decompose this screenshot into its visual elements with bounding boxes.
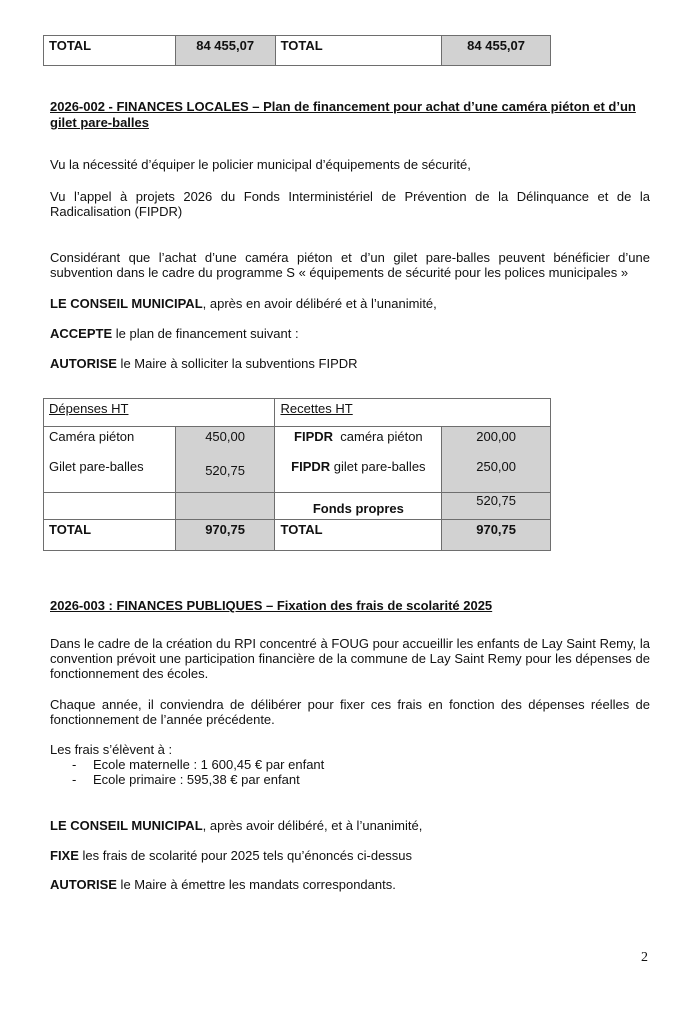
council-text: , après avoir délibéré, et à l’unanimité, [202, 818, 423, 833]
top-total-left-label: TOTAL [44, 36, 176, 66]
depense-value-gilet: 520,75 [205, 463, 245, 478]
recette-item-fonds-propres: Fonds propres [275, 493, 442, 520]
total-depenses-label: TOTAL [44, 520, 176, 551]
autorise-text: le Maire à solliciter la subventions FIPDR [116, 356, 358, 371]
recette-item-fipdr-camera [280, 429, 436, 444]
total-recettes-value: 970,75 [442, 520, 551, 551]
section-002-para-necessite: Vu la nécessité d’équiper le policier municipal d’équipements de sécurité, [50, 157, 471, 172]
council-label: LE CONSEIL MUNICIPAL [50, 296, 203, 311]
page-number: 2 [641, 950, 648, 965]
autorise-label: AUTORISE [50, 877, 117, 892]
bullet-dash: - [72, 772, 77, 787]
header-depenses-label: Dépenses HT [49, 401, 129, 416]
bullet-dash: - [72, 757, 77, 772]
recette-gilet-text: gilet pare-balles [330, 459, 426, 474]
recette-item-fipdr-gilet [280, 459, 436, 474]
council-text: , après en avoir délibéré et à l’unanimité, [202, 296, 437, 311]
top-total-left-value: 84 455,07 [175, 36, 275, 66]
depenses-values [175, 427, 275, 493]
depense-value-camera: 450,00 [205, 429, 245, 444]
depense-item-gilet: Gilet pare-balles [49, 459, 144, 474]
top-total-right-label: TOTAL [275, 36, 442, 66]
section-002-heading-line2: gilet pare-balles [50, 115, 149, 130]
fee-primaire-text: Ecole primaire : 595,38 € par enfant [93, 772, 300, 787]
section-002-heading [50, 99, 650, 131]
section-002-para-considerant: Considérant que l’achat d’une caméra piéton et d’un gilet pare-balles peuvent bénéficier d’une subvention dans le cadre du programme S « équipements de sécurité pour les polices municipales » [50, 250, 650, 280]
empty-cell [44, 493, 176, 520]
fees-list [72, 757, 632, 787]
recette-value-fonds-propres: 520,75 [442, 493, 551, 520]
section-003-council [50, 818, 650, 833]
top-total-table [43, 35, 551, 66]
fee-item-primaire [72, 772, 632, 787]
recette-camera-text: caméra piéton [333, 429, 423, 444]
section-002-para-appel: Vu l’appel à projets 2026 du Fonds Interministériel de Prévention de la Délinquance et de la Radicalisation (FIPDR) [50, 189, 650, 219]
fees-intro: Les frais s’élèvent à : [50, 742, 173, 757]
fixe-text: les frais de scolarité pour 2025 tels qu’énoncés ci-dessus [78, 848, 413, 863]
header-depenses [44, 399, 275, 427]
section-002-heading-line1: 2026-002 - FINANCES LOCALES – Plan de financement pour achat d’une caméra piéton et d’un [50, 99, 636, 114]
depense-item-camera: Caméra piéton [49, 429, 135, 444]
accepte-label: ACCEPTE [50, 326, 113, 341]
total-recettes-label: TOTAL [275, 520, 442, 551]
section-003-autorise [50, 877, 650, 892]
recettes-values [442, 427, 551, 493]
section-003-para-chaque-annee: Chaque année, il conviendra de délibérer pour fixer ces frais en fonction des dépenses réelles de fonctionnement de l’année précédente. [50, 697, 650, 727]
fixe-label: FIXE [50, 848, 79, 863]
section-002-accepte [50, 326, 650, 341]
section-003-heading: 2026-003 : FINANCES PUBLIQUES – Fixation des frais de scolarité 2025 [50, 598, 493, 613]
header-recettes [275, 399, 551, 427]
header-recettes-label: Recettes HT [280, 401, 353, 416]
section-002-autorise [50, 356, 650, 371]
autorise-text: le Maire à émettre les mandats correspondants. [116, 877, 396, 892]
fipdr-label: FIPDR [294, 429, 334, 444]
recette-value-gilet: 250,00 [476, 459, 516, 474]
section-002-council [50, 296, 650, 311]
fee-item-maternelle [72, 757, 632, 772]
total-depenses-value: 970,75 [175, 520, 275, 551]
top-total-right-value: 84 455,07 [442, 36, 551, 66]
depenses-items [44, 427, 176, 493]
recettes-items [275, 427, 442, 493]
section-003-fixe [50, 848, 650, 863]
empty-grey-cell [175, 493, 275, 520]
fee-maternelle-text: Ecole maternelle : 1 600,45 € par enfant [93, 757, 325, 772]
accepte-text: le plan de financement suivant : [112, 326, 299, 341]
financing-plan-table [43, 398, 551, 551]
recette-value-camera: 200,00 [476, 429, 516, 444]
council-label: LE CONSEIL MUNICIPAL [50, 818, 203, 833]
autorise-label: AUTORISE [50, 356, 117, 371]
fipdr-label: FIPDR [291, 459, 331, 474]
section-003-para-rpi: Dans le cadre de la création du RPI concentré à FOUG pour accueillir les enfants de Lay Saint Remy, la convention prévoit une participation financière de la commune de Lay Saint Remy pour les dépenses de fonctionnement des écoles. [50, 636, 650, 681]
